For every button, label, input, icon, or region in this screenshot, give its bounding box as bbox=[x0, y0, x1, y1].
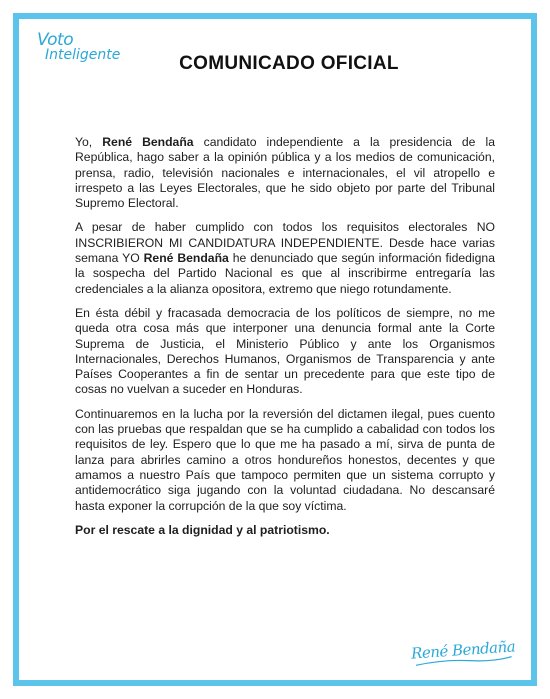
paragraph-2-end: he denunciado que según información fidedigna la sospecha del Partido Nacional es que al inscribirme entregaría las credenciales a la alianza opositora, extremo que niego rotundamente. bbox=[75, 251, 495, 296]
paragraph-2 bbox=[75, 220, 495, 296]
signature-text: René Bendaña bbox=[410, 637, 516, 663]
handwritten-signature bbox=[410, 637, 515, 662]
paragraph-1-start: Yo, bbox=[75, 135, 103, 149]
candidate-name: René Bendaña bbox=[102, 135, 194, 149]
logo-line-1: Voto bbox=[37, 30, 74, 50]
document-frame bbox=[13, 13, 537, 686]
closing-line: Por el rescate a la dignidad y al patriotismo. bbox=[75, 522, 330, 537]
paragraph-2-start: A pesar de haber cumplido con todos los requisitos electorales NO INSCRIBIERON MI CANDIDATURA INDEPENDIENTE. Desde hace varias semana YO bbox=[75, 220, 495, 266]
candidate-name: René Bendaña bbox=[143, 251, 229, 266]
logo-line-2: Inteligente bbox=[45, 47, 121, 63]
document-title: COMUNICADO OFICIAL bbox=[179, 53, 399, 74]
paragraph-3: En ésta débil y fracasada democracia de los políticos de siempre, no me queda otra cosa más que interponer una denuncia formal ante la Corte Suprema de Justicia, el Ministerio Público y ante los Organismos Internacionales, Derechos Humanos, Organismos de Transparencia y ante Países Cooperantes a fin de sentar un precedente para que este tipo de cosas no vuelvan a suceder en Honduras. bbox=[75, 305, 495, 397]
document-body bbox=[75, 135, 495, 547]
paragraph-1-end: candidato independiente a la presidencia de la República, hago saber a la opinión pública y a los medios de comunicación, prensa, radio, televisión nacionales e internacionales, el vil atropello e irrespeto a las Leyes Electorales, que he sido objeto por parte del Tribunal Supremo Electoral. bbox=[75, 135, 495, 211]
paragraph-1 bbox=[75, 135, 495, 211]
paragraph-4: Continuaremos en la lucha por la reversión del dictamen ilegal, pues cuento con las pruebas que respaldan que se ha cumplido a cabalidad con todos los requisitos de ley. Espero que lo que me ha pasado a mí, sirva de punta de lanza para abrirles camino a otros hondureños honestos, decentes y que amamos a nuestro País que tampoco permiten que un sistema corrupto y antidemocrático siga jugando con la voluntad ciudadana. No descansaré hasta exponer la corrupción de la que soy víctima. bbox=[75, 406, 495, 513]
